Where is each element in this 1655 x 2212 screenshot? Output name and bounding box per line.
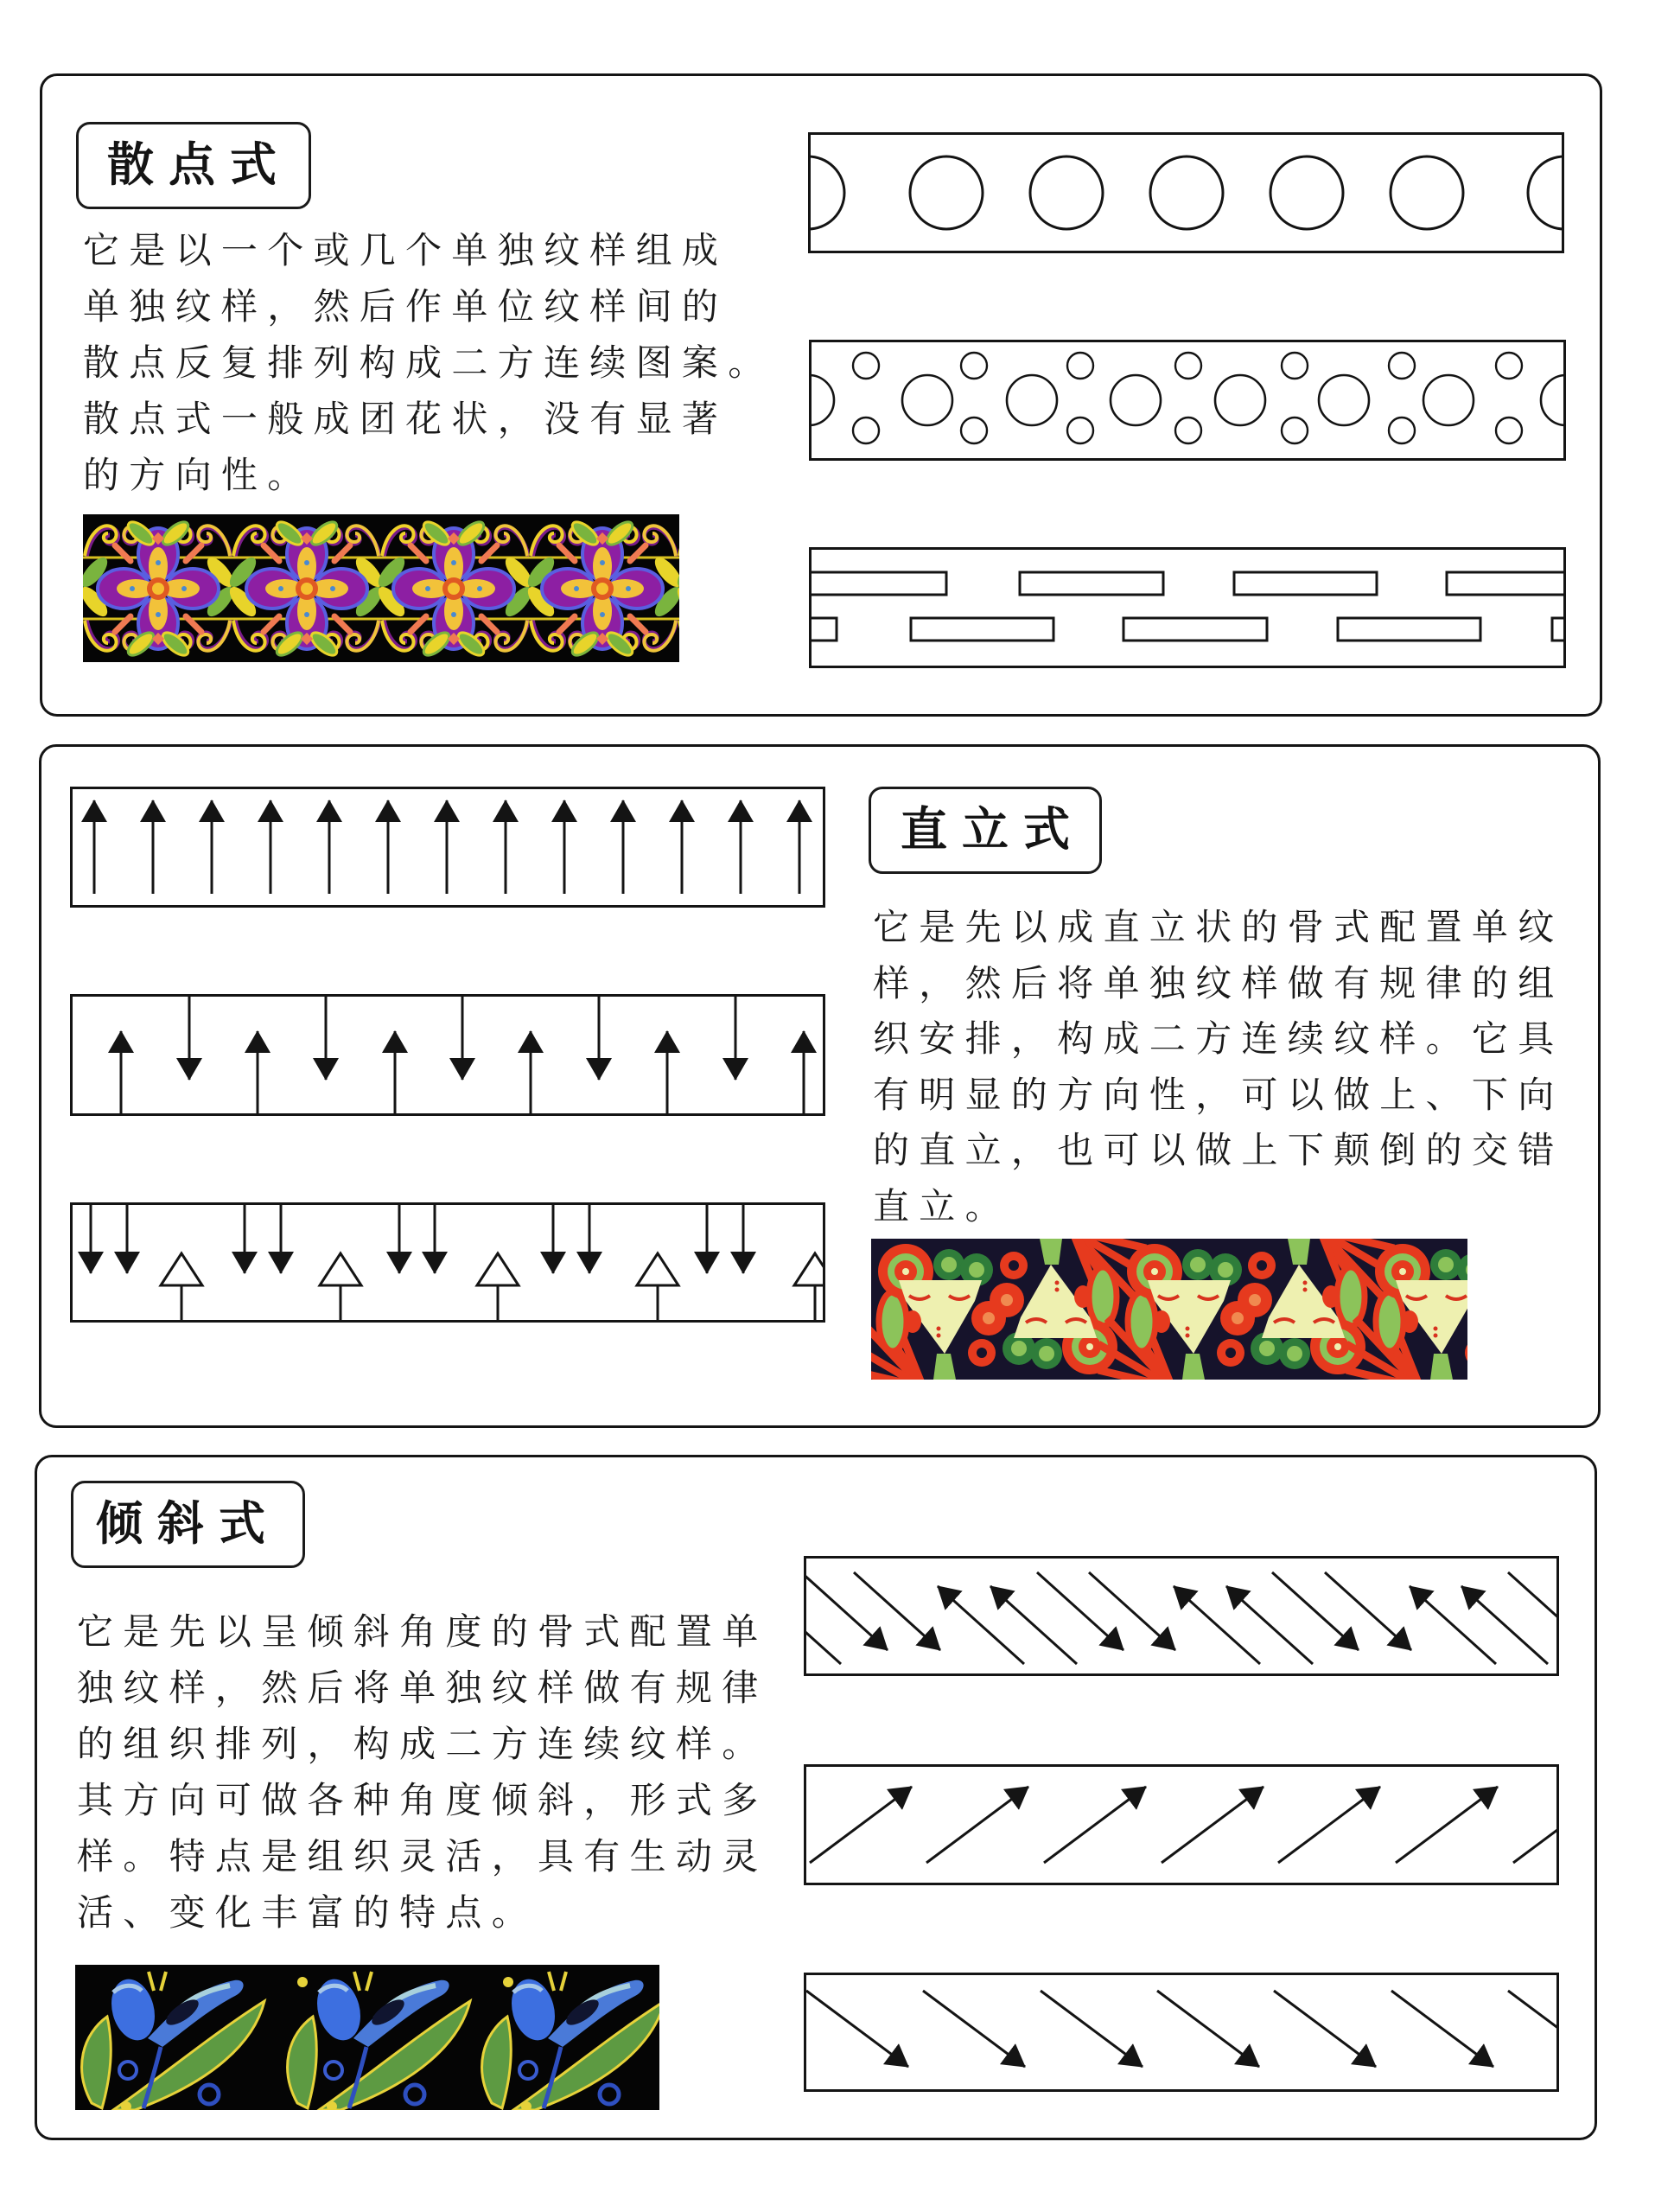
description-line: 单独纹样，然后作单位纹样间的 <box>83 285 729 328</box>
arrow-down-icon <box>189 994 735 1080</box>
upward-arrow-band <box>70 787 825 908</box>
tulip-oblique-example-image <box>75 1965 659 2110</box>
circle-icon <box>808 156 1564 229</box>
arrow-down-right-icon <box>804 1572 1559 1650</box>
arrow-up-left-icon <box>804 1586 1548 1664</box>
staggered-bar-band <box>809 547 1566 668</box>
description-line: 活、变化丰富的特点。 <box>77 1891 538 1934</box>
opposed-diagonal-arrow-band <box>804 1556 1559 1676</box>
section-description <box>873 900 1564 1234</box>
section-description <box>77 1603 768 1941</box>
description-line: 的方向性。 <box>83 454 314 496</box>
section-title: 散点式 <box>107 137 291 192</box>
description-line: 散点反复排列构成二方连续图案。 <box>83 341 774 384</box>
section-description <box>83 222 774 503</box>
description-line: 其方向可做各种角度倾斜，形式多 <box>77 1779 768 1821</box>
large-circle-band <box>808 132 1564 253</box>
section-title: 倾斜式 <box>96 1496 280 1551</box>
description-line: 织安排，构成二方连续纹样。它具 <box>873 1017 1564 1060</box>
floral-scatter-example-image <box>83 514 679 662</box>
description-line: 独纹样，然后将单独纹样做有规律 <box>77 1667 768 1709</box>
description-line: 它是先以成直立状的骨式配置单纹 <box>873 906 1564 948</box>
section-title: 直立式 <box>901 802 1085 857</box>
description-line: 的直立，也可以做上下颠倒的交错 <box>873 1129 1564 1171</box>
alternating-arrow-band <box>70 994 825 1116</box>
triangle-up-icon <box>161 1253 825 1323</box>
description-line: 散点式一般成团花状，没有显著 <box>83 398 729 440</box>
mixed-circle-band <box>809 340 1566 461</box>
arrow-up-icon <box>94 800 799 894</box>
paired-arrow-triangle-band <box>70 1202 825 1323</box>
bar-icon <box>809 572 1566 641</box>
up-right-arrow-band <box>804 1764 1559 1885</box>
description-line: 样。特点是组织灵活，具有生动灵 <box>77 1835 768 1877</box>
description-line: 它是先以呈倾斜角度的骨式配置单 <box>77 1610 768 1653</box>
description-line: 直立。 <box>873 1184 1011 1227</box>
description-line: 它是以一个或几个单独纹样组成 <box>83 229 729 271</box>
arrow-down-right-icon <box>806 1991 1559 2067</box>
down-right-arrow-band <box>804 1973 1559 2092</box>
description-line: 样，然后将单独纹样做有规律的组 <box>873 961 1564 1004</box>
arrow-up-right-icon <box>810 1787 1559 1863</box>
description-line: 的组织排列，构成二方连续纹样。 <box>77 1723 768 1765</box>
description-line: 有明显的方向性，可以做上、下向 <box>873 1073 1564 1116</box>
faces-vertical-example-image <box>871 1239 1467 1380</box>
